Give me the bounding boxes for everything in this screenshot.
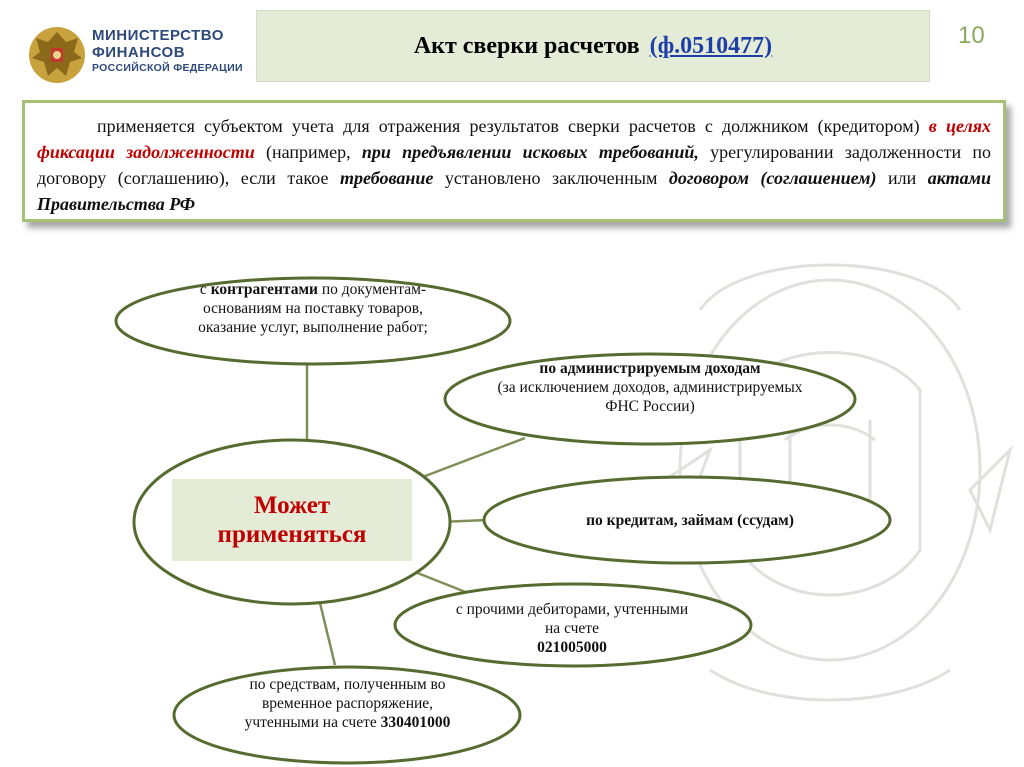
- desc-text-3: (например,: [254, 142, 362, 162]
- desc-text-9: или: [876, 168, 928, 188]
- desc-emphasis-claims: при предъявлении исковых требований,: [361, 142, 699, 162]
- center-label: [172, 479, 412, 561]
- node-1-bold: контрагентами: [210, 281, 318, 298]
- ministry-line3: РОССИЙСКОЙ ФЕДЕРАЦИИ: [92, 62, 243, 74]
- node-1-post: по документам-основаниям на поставку товаров, оказание услуг, выполнение работ;: [198, 281, 428, 336]
- connector-2: [420, 438, 525, 478]
- ministry-line2: ФИНАНСОВ: [92, 44, 186, 61]
- ministry-line1: МИНИСТЕРСТВО: [92, 27, 224, 44]
- node-2-bold: по администрируемым доходам: [539, 360, 761, 377]
- node-5-pre: по средствам, полученным во временное распоряжение, учтенными на счете: [244, 676, 446, 731]
- node-other-debtors: [452, 600, 692, 657]
- node-4-bold: 021005000: [537, 639, 607, 656]
- desc-emphasis-contract: договором (соглашением): [668, 168, 877, 188]
- node-loans: [520, 511, 860, 530]
- center-line1: Может: [253, 492, 331, 519]
- form-code-link[interactable]: (ф.0510477): [649, 32, 773, 59]
- desc-text-7: установлено заключенным: [433, 168, 669, 188]
- connector-5: [320, 603, 335, 665]
- page-number: 10: [958, 22, 985, 49]
- node-1-pre: с: [199, 281, 211, 298]
- desc-text-5: урегулировании задолженности по договору (соглашению), если такое: [37, 142, 992, 188]
- node-temporary-funds: [225, 675, 470, 732]
- node-administered-income: [495, 359, 805, 416]
- center-line2: применяться: [217, 521, 367, 548]
- connector-4: [410, 570, 468, 593]
- node-2-post: (за исключением доходов, администрируемых ФНС России): [497, 379, 803, 415]
- node-3-bold: по кредитам, займам (ссудам): [586, 512, 794, 529]
- desc-emphasis-requirement: требование: [339, 168, 434, 188]
- title-main: Акт сверки расчетов: [413, 32, 640, 59]
- desc-text-1: применяется субъектом учета для отражения результатов сверки расчетов с должником (кредитором): [97, 116, 929, 136]
- desc-emphasis-goal: в целях фиксации задолженности: [37, 116, 992, 162]
- node-counterparties: [175, 280, 451, 337]
- node-5-bold: 330401000: [380, 714, 451, 731]
- node-4-pre: с прочими дебиторами, учтенными на счете: [455, 601, 689, 637]
- desc-emphasis-acts: актами Правительства РФ: [37, 168, 991, 214]
